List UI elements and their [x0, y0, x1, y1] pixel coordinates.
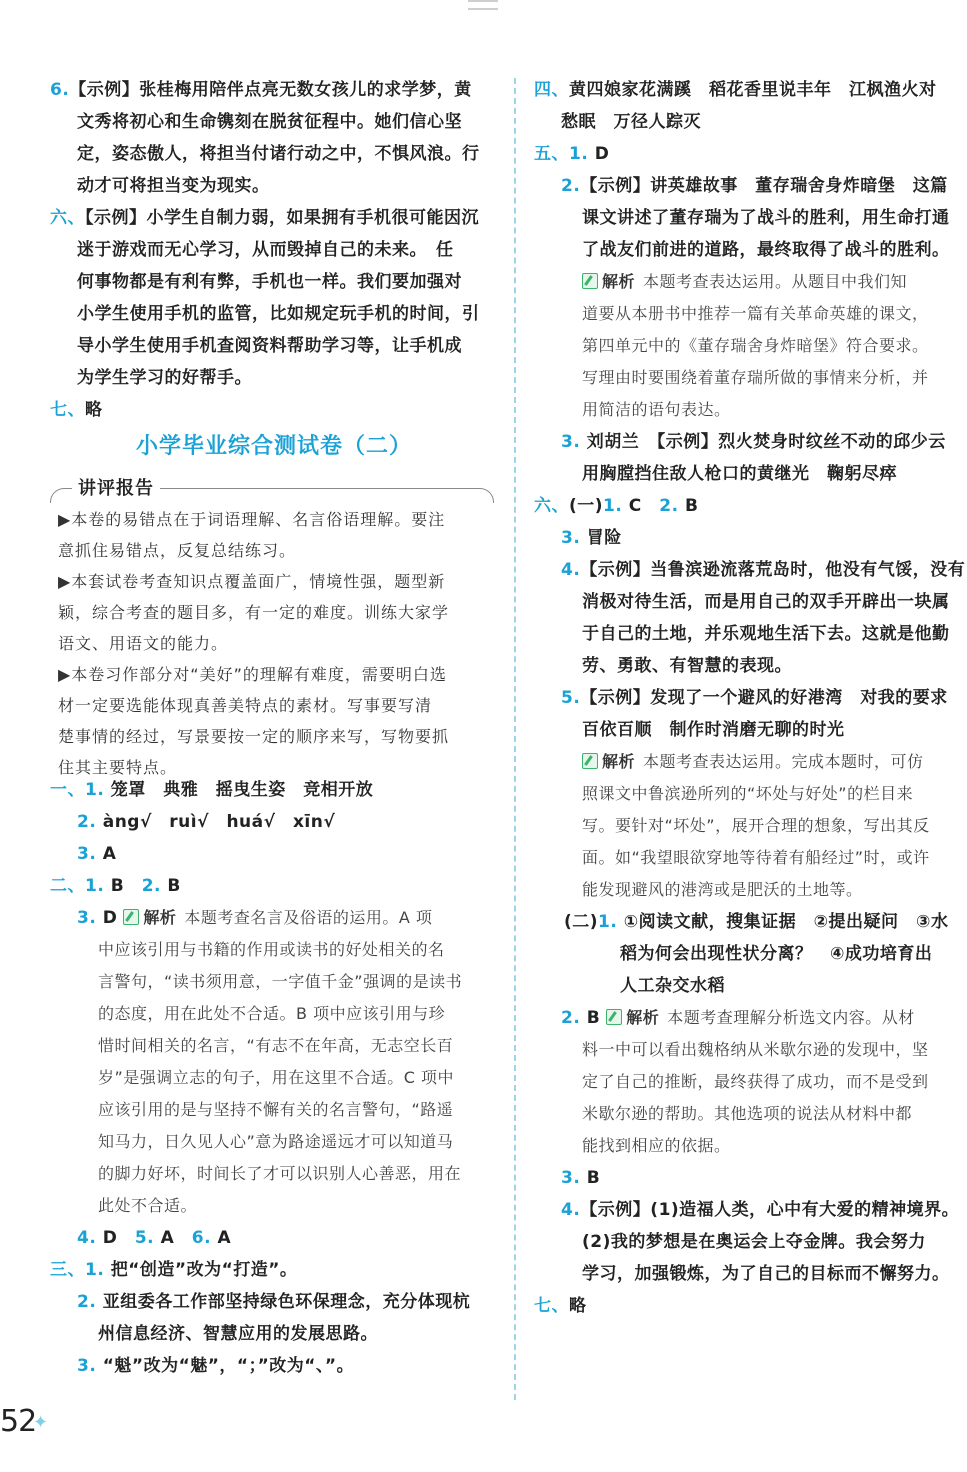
answer-line — [534, 554, 967, 586]
analysis-label-text: 解析 — [143, 908, 177, 927]
answer-text: 【示例】张桂梅用陪伴点亮无数女孩儿的求学梦，黄 — [69, 80, 472, 100]
analysis-line: 的脚力好坏，时间长了才可以识别人心善恶，用在 — [98, 1164, 462, 1183]
answer-line: 人工杂交水稻 — [620, 976, 725, 996]
answer-line — [534, 1290, 967, 1322]
analysis-line: 言警句，“读书须用意，一字值千金”强调的是读书 — [98, 972, 463, 991]
right-column — [534, 74, 967, 1322]
question-number: 3. — [77, 908, 97, 928]
analysis-line: 中应该引用与书籍的作用或读书的好处相关的名 — [98, 940, 445, 959]
answer-line — [50, 1254, 498, 1286]
answer-line — [534, 682, 967, 714]
answer-line: 消极对待生活，而是用自己的双手开辟出一块属 — [582, 592, 950, 612]
pencil-icon — [582, 753, 598, 769]
question-number: 3. — [561, 528, 581, 548]
analysis-line: 写。要针对“坏处”，展开合理的想象，写出其反 — [582, 816, 930, 835]
question-number: 3. — [561, 1168, 581, 1188]
question-number: 1. — [85, 1260, 105, 1280]
analysis-line: 用简洁的语句表达。 — [582, 400, 731, 419]
question-number: 5. — [134, 1228, 155, 1248]
question-number: 2. — [77, 1292, 97, 1312]
report-line: ▶本卷的易错点在于词语理解、名言俗语理解。要注 — [58, 510, 446, 529]
answer-line — [534, 1162, 967, 1194]
analysis-label-text: 解析 — [602, 272, 636, 291]
answer-text: B — [110, 876, 125, 896]
answer-line: 于自己的土地，并乐观地生活下去。这就是他勤 — [582, 624, 950, 644]
answer-line — [50, 838, 498, 870]
answer-text: 冒险 — [586, 528, 622, 548]
answer-text: àng√ ruì√ huá√ xīn√ — [102, 812, 336, 832]
answer-text: A — [160, 1228, 175, 1248]
answer-line: 何事物都是有利有弊，手机也一样。我们要加强对 — [77, 272, 462, 292]
analysis-label — [582, 266, 635, 298]
answer-line — [534, 74, 967, 106]
answer-line: (2)我的梦想是在奥运会上夺金牌。我会努力 — [582, 1232, 926, 1252]
analysis-label-text: 解析 — [626, 1008, 660, 1027]
answer-line: 文秀将初心和生命镌刻在脱贫征程中。她们信心坚 — [77, 112, 462, 132]
answer-line — [50, 806, 498, 838]
top-decoration — [468, 0, 498, 10]
answer-line — [534, 906, 967, 938]
question-number: 2. — [141, 876, 161, 896]
question-number: 2. — [561, 176, 581, 196]
question-number: 6. — [191, 1228, 212, 1248]
report-line: 材一定要选能体现真善美特点的素材。写事要写清 — [58, 696, 433, 715]
question-number: 5. — [561, 688, 581, 708]
left-column — [50, 74, 498, 1382]
question-number: 1. — [598, 912, 618, 932]
analysis-line: 第四单元中的《董存瑞舍身炸暗堡》符合要求。 — [582, 336, 929, 355]
answer-text: 【示例】讲英雄故事 董存瑞舍身炸暗堡 这篇 — [580, 176, 948, 196]
report-line: 意抓住易错点，反复总结练习。 — [58, 541, 297, 560]
answer-line: 稻为何会出现性状分离？ ④成功培育出 — [620, 944, 933, 964]
analysis-line — [534, 746, 967, 778]
answer-line — [534, 1194, 967, 1226]
answer-text: B — [167, 876, 181, 896]
section-number: 五、 — [534, 144, 569, 164]
answer-line: 百依百顺 制作时消磨无聊的时光 — [582, 720, 845, 740]
answer-line: 动才可将担当变为现实。 — [77, 176, 270, 196]
answer-text: D — [594, 144, 610, 164]
analysis-line: 岁”是强调立志的句子，用在这里不合适。C 项中 — [98, 1068, 455, 1087]
answer-text: B — [586, 1008, 601, 1028]
answer-line — [534, 522, 967, 554]
page-number: 52 — [0, 1404, 37, 1439]
analysis-line: 定了自己的推断，最终获得了成功，而不是受到 — [582, 1072, 929, 1091]
analysis-line: 惜时间相关的名言，“有志不在年高，无志空长百 — [98, 1036, 454, 1055]
answer-line — [50, 870, 498, 902]
part-label: (二) — [564, 912, 599, 932]
column-divider — [514, 78, 516, 1400]
report-line: 颖，综合考查的题目多，有一定的难度。训练大家学 — [58, 603, 450, 622]
answer-text: A — [217, 1228, 232, 1248]
answer-line: 愁眠 万径人踪灭 — [561, 112, 701, 132]
answer-line: 为学生学习的好帮手。 — [77, 368, 252, 388]
answer-line: 了战友们前进的道路，最终取得了战斗的胜利。 — [582, 240, 950, 260]
answer-text: B — [684, 496, 699, 516]
answer-line — [50, 394, 498, 426]
sparkle-icon: ✦ — [33, 1412, 49, 1433]
answer-line — [534, 1002, 967, 1034]
answer-line: 课文讲述了董存瑞为了战斗的胜利，用生命打通 — [582, 208, 950, 228]
analysis-line: 能找到相应的依据。 — [582, 1136, 731, 1155]
answer-line: 小学生使用手机的监管，比如规定玩手机的时间，引 — [77, 304, 480, 324]
analysis-line: 米歇尔逊的帮助。其他选项的说法从材料中都 — [582, 1104, 913, 1123]
pencil-icon — [606, 1009, 622, 1025]
answer-text: 【示例】发现了一个避风的好港湾 对我的要求 — [580, 688, 948, 708]
answer-text: 刘胡兰 【示例】烈火焚身时纹丝不动的邱少云 — [586, 432, 946, 452]
answer-text: A — [102, 844, 117, 864]
question-number: 2. — [77, 812, 97, 832]
answer-line — [50, 202, 498, 234]
analysis-line: 知马力，日久见人心”意为路途遥远才可以知道马 — [98, 1132, 454, 1151]
answer-text: 把“创造”改为“打造”。 — [110, 1260, 298, 1280]
analysis-line: 的态度，用在此处不合适。B 项中应该引用与珍 — [98, 1004, 446, 1023]
analysis-label — [123, 902, 176, 934]
section-number: 三、 — [50, 1260, 85, 1280]
answer-text: ①阅读文献，搜集证据 ②提出疑问 ③水 — [623, 912, 949, 932]
question-number: 1. — [603, 496, 623, 516]
answer-text: 【示例】当鲁滨逊流落荒岛时，他没有气馁，没有 — [580, 560, 966, 580]
analysis-line: 料一中可以看出魏格纳从米歇尔逊的发现中，坚 — [582, 1040, 929, 1059]
answer-line: 定，姿态傲人，将担当付诸行动之中，不惧风浪。行 — [77, 144, 480, 164]
analysis-line: 面。如“我望眼欲穿地等待着有船经过”时，或许 — [582, 848, 930, 867]
answer-line — [50, 1350, 498, 1382]
question-number: 3. — [77, 844, 97, 864]
question-number: 4. — [561, 1200, 581, 1220]
answer-line: 州信息经济、智慧应用的发展思路。 — [98, 1324, 378, 1344]
analysis-text: 本题考查名言及俗语的运用。A 项 — [184, 908, 433, 927]
analysis-line: 此处不合适。 — [98, 1196, 198, 1215]
report-line: ▶本套试卷考查知识点覆盖面广，情境性强，题型新 — [58, 572, 446, 591]
part-label: (一) — [569, 496, 604, 516]
pencil-icon — [582, 273, 598, 289]
section-number: 六、 — [50, 208, 85, 228]
answer-line — [534, 490, 967, 522]
analysis-label — [606, 1002, 659, 1034]
answer-line — [50, 902, 498, 934]
question-number: 1. — [85, 780, 105, 800]
answer-line — [534, 170, 967, 202]
report-line: 楚事情的经过，写景要按一定的顺序来写，写物要抓 — [58, 727, 450, 746]
answer-line — [50, 74, 498, 106]
analysis-text: 本题考查表达运用。完成本题时，可仿 — [643, 752, 924, 771]
section-number: 六、 — [534, 496, 569, 516]
question-number: 1. — [85, 876, 105, 896]
answer-line — [534, 138, 967, 170]
question-number: 4. — [561, 560, 581, 580]
question-number: 1. — [569, 144, 589, 164]
report-line: 住其主要特点。 — [58, 758, 178, 777]
answer-text: 【示例】(1)造福人类，心中有大爱的精神境界。 — [580, 1200, 960, 1220]
answer-line — [50, 774, 498, 806]
report-line: 语文、用语文的能力。 — [58, 634, 229, 653]
analysis-line: 照课文中鲁滨逊所列的“坏处与好处”的栏目来 — [582, 784, 914, 803]
answer-text: “魁”改为“魅”，“；”改为“、”。 — [102, 1356, 355, 1376]
answer-line — [50, 1222, 498, 1254]
answer-line — [534, 426, 967, 458]
answer-text: C — [628, 496, 642, 516]
analysis-line: 能发现避风的港湾或是肥沃的土地等。 — [582, 880, 863, 899]
section-number: 一、 — [50, 780, 85, 800]
answer-text: D — [102, 908, 118, 928]
section-number: 七、 — [50, 400, 85, 420]
exam-title: 小学毕业综合测试卷（二） — [135, 434, 412, 459]
answer-line: 迷于游戏而无心学习，从而毁掉自己的未来。 任 — [77, 240, 454, 260]
analysis-text: 本题考查理解分析选文内容。从材 — [667, 1008, 915, 1027]
analysis-line: 应该引用的是与坚持不懈有关的名言警句，“路遥 — [98, 1100, 454, 1119]
answer-line: 用胸膛挡住敌人枪口的黄继光 鞠躬尽瘁 — [582, 464, 897, 484]
report-body — [58, 504, 488, 783]
question-number: 2. — [561, 1008, 581, 1028]
answer-text: 笼罩 典雅 摇曳生姿 竞相开放 — [110, 780, 374, 800]
question-number: 4. — [77, 1228, 97, 1248]
question-number: 6. — [50, 80, 70, 100]
answer-text: 【示例】小学生自制力弱，如果拥有手机很可能因沉 — [85, 208, 479, 228]
report-title: 讲评报告 — [72, 474, 160, 500]
report-box — [50, 474, 494, 777]
analysis-line: 写理由时要围绕着董存瑞所做的事情来分析，并 — [582, 368, 929, 387]
answer-text: 亚组委各工作部坚持绿色环保理念，充分体现杭 — [102, 1292, 471, 1312]
question-number: 3. — [561, 432, 581, 452]
answer-text: D — [102, 1228, 118, 1248]
answer-line — [50, 1286, 498, 1318]
analysis-text: 本题考查表达运用。从题目中我们知 — [643, 272, 908, 291]
answer-line: 劳、勇敢、有智慧的表现。 — [582, 656, 792, 676]
answer-text: 黄四娘家花满蹊 稻花香里说丰年 江枫渔火对 — [569, 80, 937, 100]
analysis-label — [582, 746, 635, 778]
section-number: 七、 — [534, 1296, 569, 1316]
question-number: 2. — [659, 496, 679, 516]
section-number: 二、 — [50, 876, 85, 896]
question-number: 3. — [77, 1356, 97, 1376]
analysis-line: 道要从本册书中推荐一篇有关革命英雄的课文， — [582, 304, 929, 323]
analysis-label-text: 解析 — [602, 752, 636, 771]
report-line: ▶本卷习作部分对“美好”的理解有难度，需要明白选 — [58, 665, 447, 684]
answer-text: 略 — [85, 400, 103, 420]
answer-line: 学习，加强锻炼，为了自己的目标而不懈努力。 — [582, 1264, 950, 1284]
answer-line: 导小学生使用手机查阅资料帮助学习等，让手机成 — [77, 336, 462, 356]
answer-text: B — [586, 1168, 601, 1188]
pencil-icon — [123, 909, 139, 925]
section-number: 四、 — [534, 80, 569, 100]
answer-text: 略 — [569, 1296, 587, 1316]
analysis-line — [534, 266, 967, 298]
